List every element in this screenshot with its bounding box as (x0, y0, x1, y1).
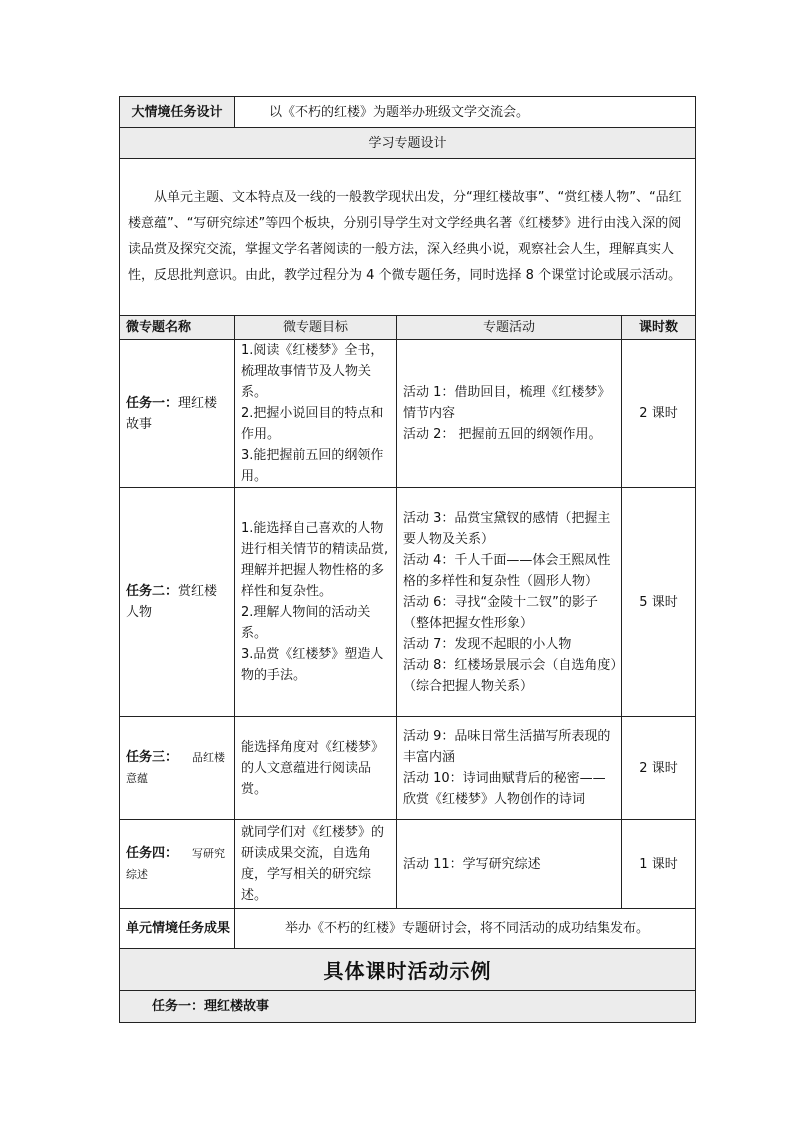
examples-subtitle-cell (120, 991, 696, 1023)
examples-title-cell (120, 949, 696, 991)
activity-item: 活动 10：诗词曲赋背后的秘密——欣赏《红楼梦》人物创作的诗词 (403, 771, 606, 807)
task-name-rest: 品红楼意蕴 (126, 751, 226, 785)
activity-item: 活动 9：品味日常生活描写所表现的丰富内涵 (403, 729, 611, 765)
table-row (120, 717, 696, 820)
task-name-main: 任务一： (126, 395, 179, 411)
task-activities-cell (397, 340, 622, 488)
column-header-hours: 课时数 (622, 316, 696, 340)
task-name-rest: 赏红楼人物 (126, 584, 218, 620)
examples-subtitle: 任务一：理红楼故事 (152, 999, 270, 1014)
activity-item: 活动 11：学写研究综述 (403, 856, 541, 872)
activity-item: 活动 8：红楼场景展示会（自选角度）（综合把握人物关系） (403, 657, 617, 694)
activity-item: 活动 6：寻找“金陵十二钗”的影子（整体把握女性形象） (403, 594, 598, 631)
task-name-rest: 写研究综述 (126, 847, 226, 881)
goal-item: 1.阅读《红楼梦》全书，梳理故事情节及人物关系。 (241, 343, 384, 400)
header-label-cell (120, 97, 235, 128)
column-header-name: 微专题名称 (120, 316, 235, 340)
task-hours-cell (622, 717, 696, 820)
activity-item: 活动 1：借助回目，梳理《红楼梦》情节内容 (403, 385, 611, 421)
examples-title: 具体课时活动示例 (323, 959, 492, 983)
task-hours: 2 课时 (639, 406, 678, 421)
result-label: 单元情境任务成果 (126, 921, 231, 936)
task-goals-cell (235, 488, 397, 717)
activity-item: 活动 3：品赏宝黛钗的感情（把握主要人物及关系） (403, 510, 611, 547)
header-content-cell (235, 97, 696, 128)
section-title: 学习专题设计 (368, 135, 447, 151)
task-goals-cell (235, 717, 397, 820)
table-row (120, 340, 696, 488)
task-name-cell (120, 820, 235, 909)
result-content: 举办《不朽的红楼》专题研讨会，将不同活动的成功结集发布。 (285, 921, 650, 936)
task-hours: 2 课时 (639, 760, 678, 776)
task-name-cell (120, 717, 235, 820)
task-activities-cell (397, 717, 622, 820)
activity-item: 活动 4：千人千面——体会王熙凤性格的多样性和复杂性（圆形人物） (403, 552, 611, 589)
table-row (120, 488, 696, 717)
goal-item: 1.能选择自己喜欢的人物进行相关情节的精读品赏,理解并把握人物性格的多样性和复杂性。 (241, 521, 389, 599)
goal-item: 能选择角度对《红楼梦》的人文意蕴进行阅读品赏。 (241, 739, 385, 797)
intro-cell (120, 159, 696, 316)
section-title-cell (120, 128, 696, 159)
task-goals-cell (235, 340, 397, 488)
task-goals-cell (235, 820, 397, 909)
task-activities-cell (397, 488, 622, 717)
goal-item: 3.能把握前五回的纲领作用。 (241, 448, 384, 484)
goal-item: 3.品赏《红楼梦》塑造人物的手法。 (241, 647, 384, 683)
goal-item: 2.理解人物间的活动关系。 (241, 605, 371, 641)
header-label: 大情境任务设计 (131, 104, 223, 120)
task-name-cell (120, 488, 235, 717)
table-row (120, 820, 696, 909)
column-header-goals: 微专题目标 (235, 316, 397, 340)
intro-paragraph: 从单元主题、文本特点及一线的一般教学现状出发，分“理红楼故事”、“赏红楼人物”、“品红楼意蕴”、“写研究综述”等四个板块，分别引导学生对文学经典名著《红楼梦》进行由浅入深的阅读品赏及探究交流，掌握文学名著阅读的一般方法，深入经典小说，观察社会人生，理解真实人性，反思批判意识。由此，教学过程分为 4 个微专题任务，同时选择 8 个课堂讨论或展示活动。 (128, 190, 682, 283)
task-name-rest: 理红楼故事 (126, 395, 218, 432)
unit-design-table (119, 96, 696, 1023)
task-name-cell (120, 340, 235, 488)
task-hours-cell (622, 820, 696, 909)
task-name-main: 任务二： (126, 584, 179, 599)
task-hours: 5 课时 (639, 594, 678, 610)
result-content-cell (235, 909, 696, 949)
goal-item: 2.把握小说回目的特点和作用。 (241, 406, 384, 442)
result-label-cell (120, 909, 235, 949)
task-name-main: 任务三： (126, 750, 179, 765)
activity-item: 活动 7：发现不起眼的小人物 (403, 636, 572, 652)
goal-item: 就同学们对《红楼梦》的研读成果交流，自选角度，学写相关的研究综述。 (241, 825, 385, 903)
header-content: 以《不朽的红楼》为题举办班级文学交流会。 (269, 104, 530, 120)
column-header-activities: 专题活动 (397, 316, 622, 340)
task-hours: 1 课时 (639, 856, 678, 872)
activity-item: 活动 2： 把握前五回的纲领作用。 (403, 427, 602, 442)
task-hours-cell (622, 488, 696, 717)
task-hours-cell (622, 340, 696, 488)
task-activities-cell (397, 820, 622, 909)
task-name-main: 任务四： (126, 846, 179, 861)
